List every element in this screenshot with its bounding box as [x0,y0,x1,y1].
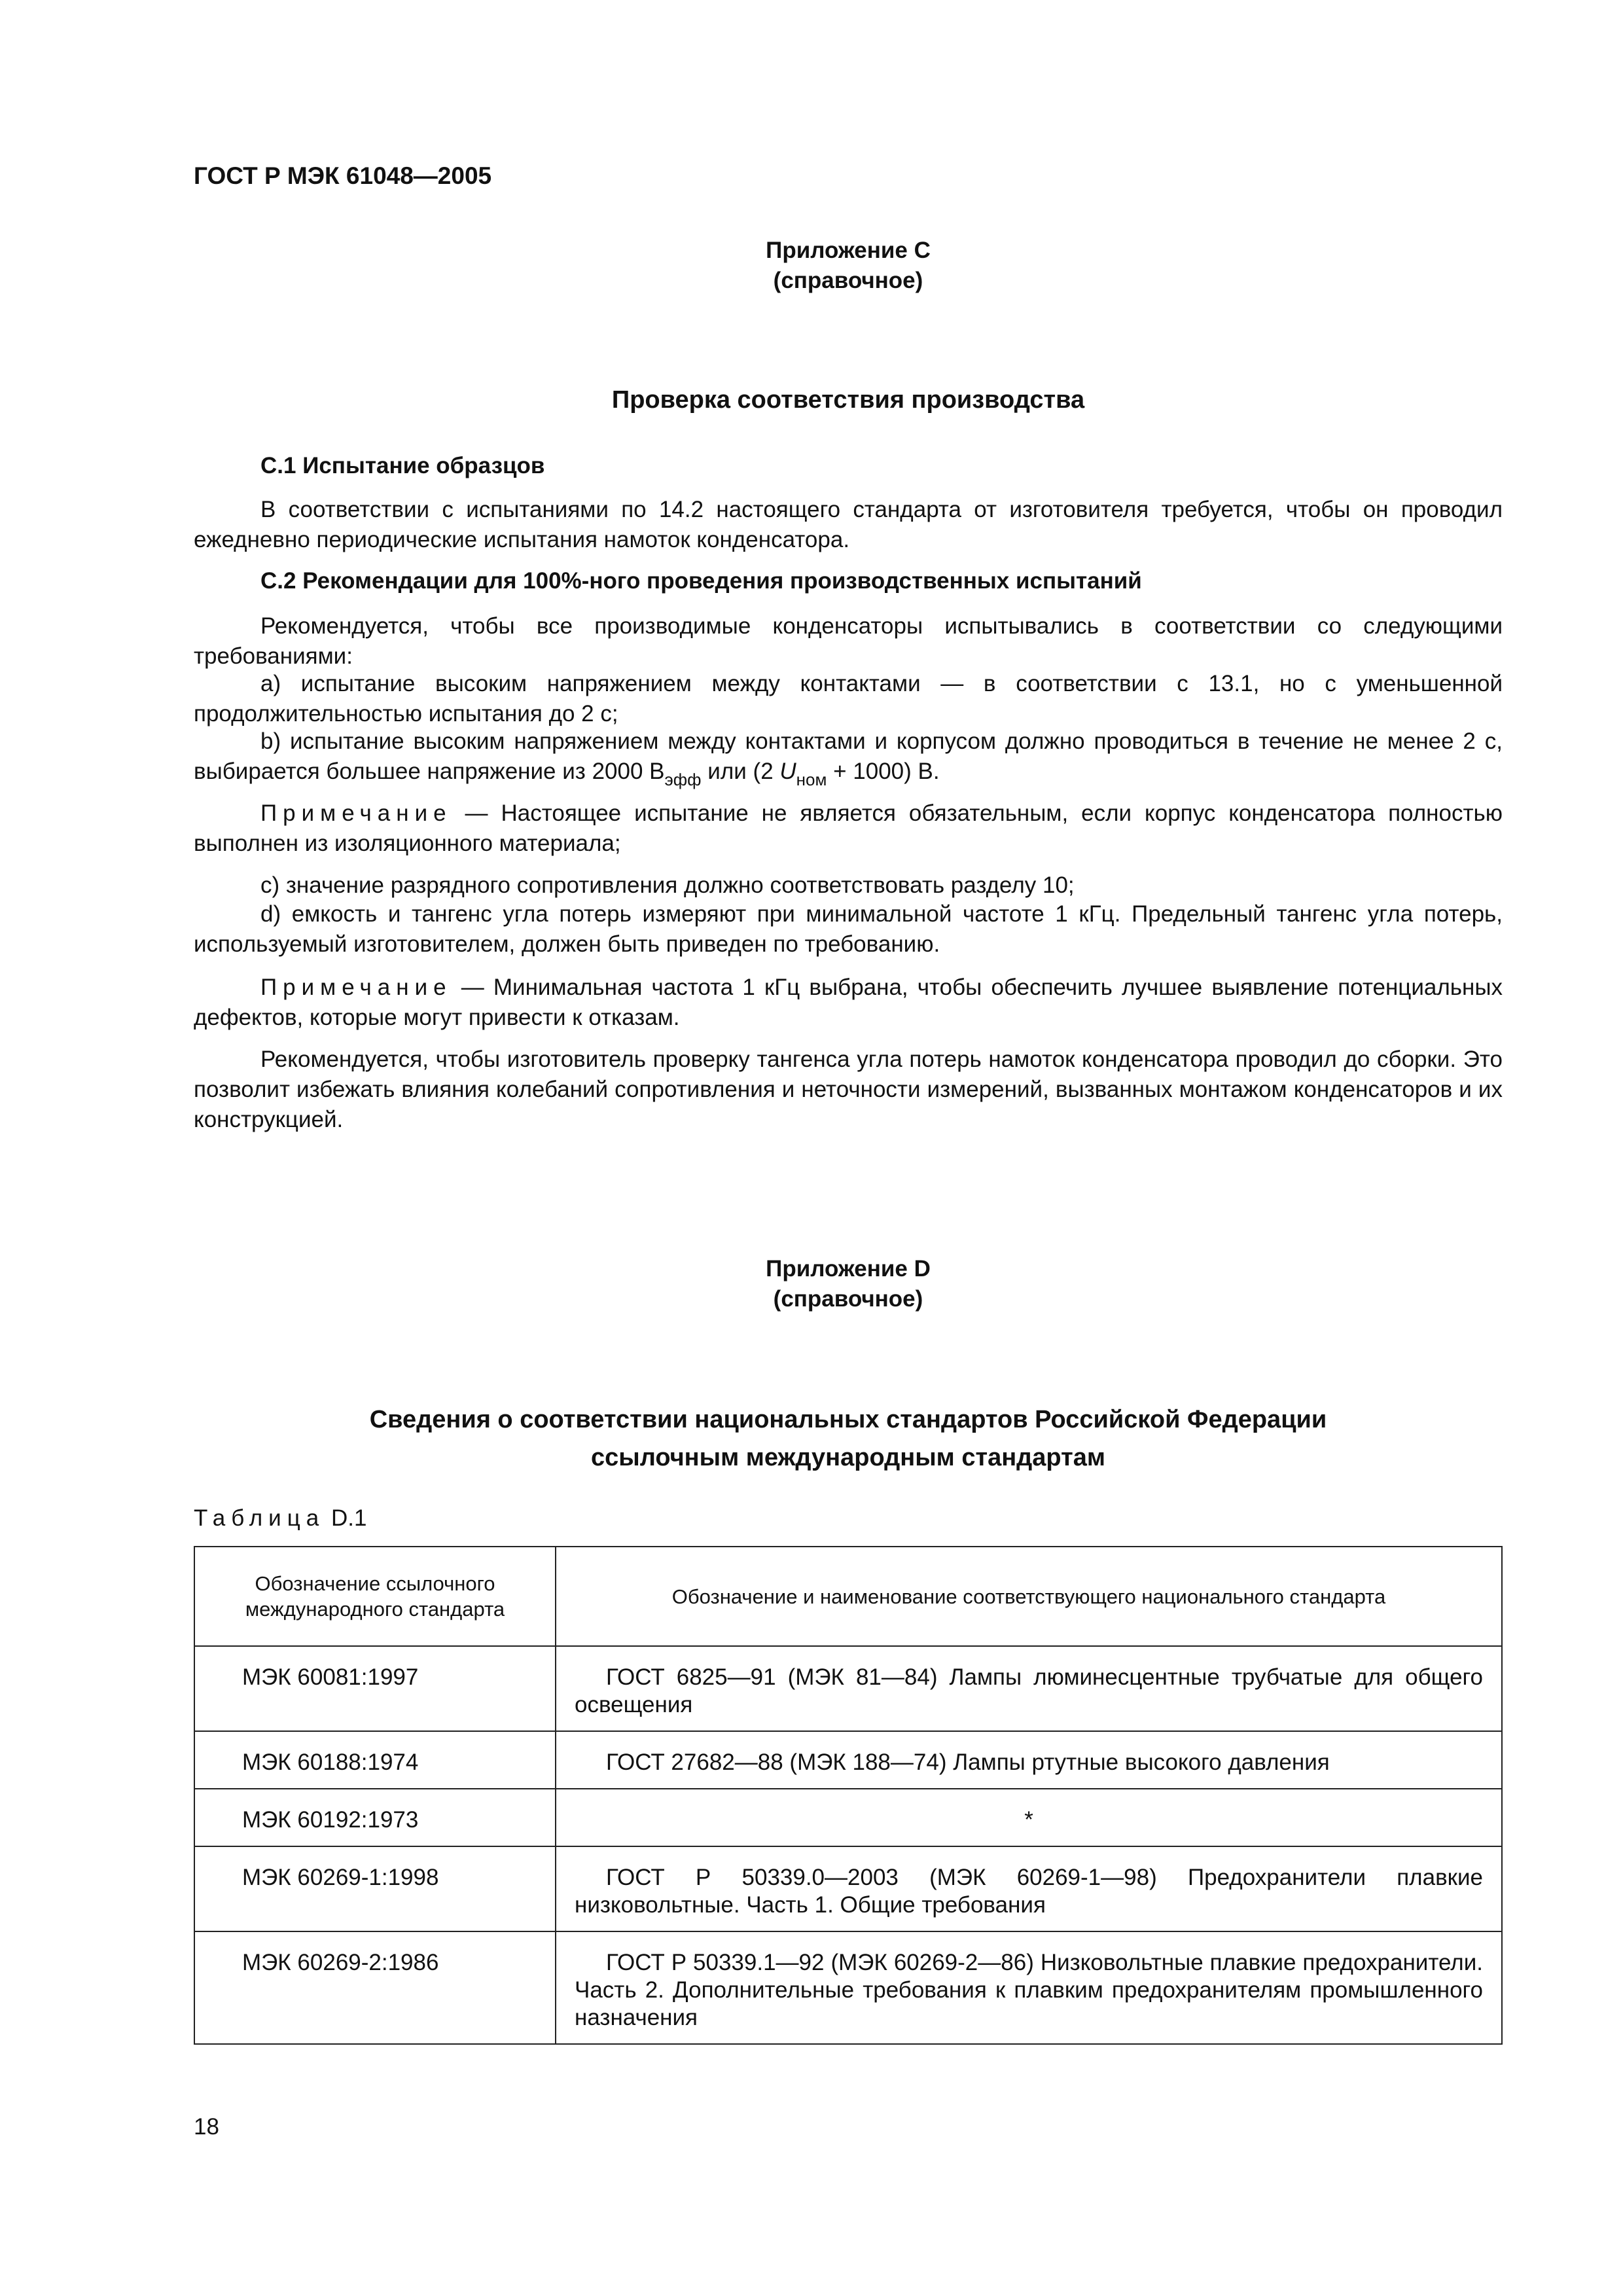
table-cell-national-standard: ГОСТ Р 50339.1—92 (МЭК 60269-2—86) Низковольтные плавкие предохранители. Часть 2. Дополнительные требования к плавким предохранителям промышленного назначения [556,1931,1502,2044]
appendix-d-title-block [194,1254,1503,1314]
table-row [194,1846,1502,1931]
subscript-eff: эфф [664,770,702,789]
subscript-nom: ном [796,770,827,789]
table-header-cell: Обозначение ссылочного международного стандарта [194,1547,556,1646]
table-cell-intl-standard: МЭК 60188:1974 [194,1731,556,1789]
note-2: Примечание — Минимальная частота 1 кГц выбрана, чтобы обеспечить лучшее выявление потенциальных дефектов, которые могут привести к отказам. [194,975,1503,1030]
table-cell-intl-standard: МЭК 60192:1973 [194,1789,556,1846]
table-row [194,1646,1502,1731]
item-d: d) емкость и тангенс угла потерь измеряют при минимальной частоте 1 кГц. Предельный тангенс угла потерь, используемый изготовителем, должен быть приведен по требованию. [194,901,1503,957]
appendix-c-type: (справочное) [773,268,923,293]
section-c1-title: С.1 Испытание образцов [260,453,545,478]
page-number: 18 [194,2114,219,2140]
item-a: а) испытание высоким напряжением между контактами — в соответствии с 13.1, но с уменьшенной продолжительностью испытания до 2 с; [194,671,1503,726]
appendix-d-title: Приложение D [766,1256,931,1282]
table-cell-national-standard: * [556,1789,1502,1846]
appendix-c-heading: Проверка соответствия производства [611,386,1085,414]
document-code: ГОСТ Р МЭК 61048—2005 [194,162,492,189]
table-cell-intl-standard: МЭК 60269-2:1986 [194,1931,556,2044]
table-cell-intl-standard: МЭК 60081:1997 [194,1646,556,1731]
note-label: Примечание [260,975,452,1000]
appendix-d-heading-line-2: ссылочным международным стандартам [590,1444,1105,1471]
note-1: Примечание — Настоящее испытание не является обязательным, если корпус конденсатора полностью выполнен из изоляционного материала; [194,800,1503,856]
note-label: Примечание [260,800,452,826]
appendix-d-type: (справочное) [773,1286,923,1312]
table-cell-intl-standard: МЭК 60269-1:1998 [194,1846,556,1931]
item-c: с) значение разрядного сопротивления должно соответствовать разделу 10; [260,872,1075,898]
table-cell-national-standard: ГОСТ 27682—88 (МЭК 188—74) Лампы ртутные высокого давления [556,1731,1502,1789]
table-cell-national-standard: ГОСТ 6825—91 (МЭК 81—84) Лампы люминесцентные трубчатые для общего освещения [556,1646,1502,1731]
table-header-row [194,1547,1502,1646]
table-row [194,1731,1502,1789]
table-cell-national-standard: ГОСТ Р 50339.0—2003 (МЭК 60269-1—98) Предохранители плавкие низковольтные. Часть 1. Общие требования [556,1846,1502,1931]
table-row [194,1931,1502,2044]
appendix-d-heading-line-1: Сведения о соответствии национальных стандартов Российской Федерации [369,1406,1327,1433]
table-row [194,1789,1502,1846]
appendix-c-title-block [194,236,1503,296]
final-paragraph: Рекомендуется, чтобы изготовитель проверку тангенса угла потерь намоток конденсатора проводил до сборки. Это позволит избежать влияния колебаний сопротивления и неточности измерений, вызванных монтажом конденсаторов и их конструкцией. [194,1047,1503,1132]
appendix-c-title: Приложение С [766,238,931,263]
appendix-d-heading [194,1401,1503,1477]
section-c1-text: В соответствии с испытаниями по 14.2 настоящего стандарта от изготовителя требуется, чтобы он проводил ежедневно периодические испытания намоток конденсатора. [194,497,1503,552]
section-c2-intro: Рекомендуется, чтобы все производимые конденсаторы испытывались в соответствии со следующими требованиями: [194,613,1503,669]
table-caption: Таблица D.1 [194,1505,367,1531]
table-header-cell: Обозначение и наименование соответствующего национального стандарта [556,1547,1502,1646]
item-b: b) испытание высоким напряжением между контактами и корпусом должно проводиться в течение не менее 2 с, выбирается большее напряжение из 2000 $В_{эфф}$ или (2 $U_{ном} + 1000$) В. [194,728,1503,789]
section-c2-title: С.2 Рекомендации для 100%-ного проведения производственных испытаний [260,568,1142,594]
standards-table [194,1546,1503,2045]
